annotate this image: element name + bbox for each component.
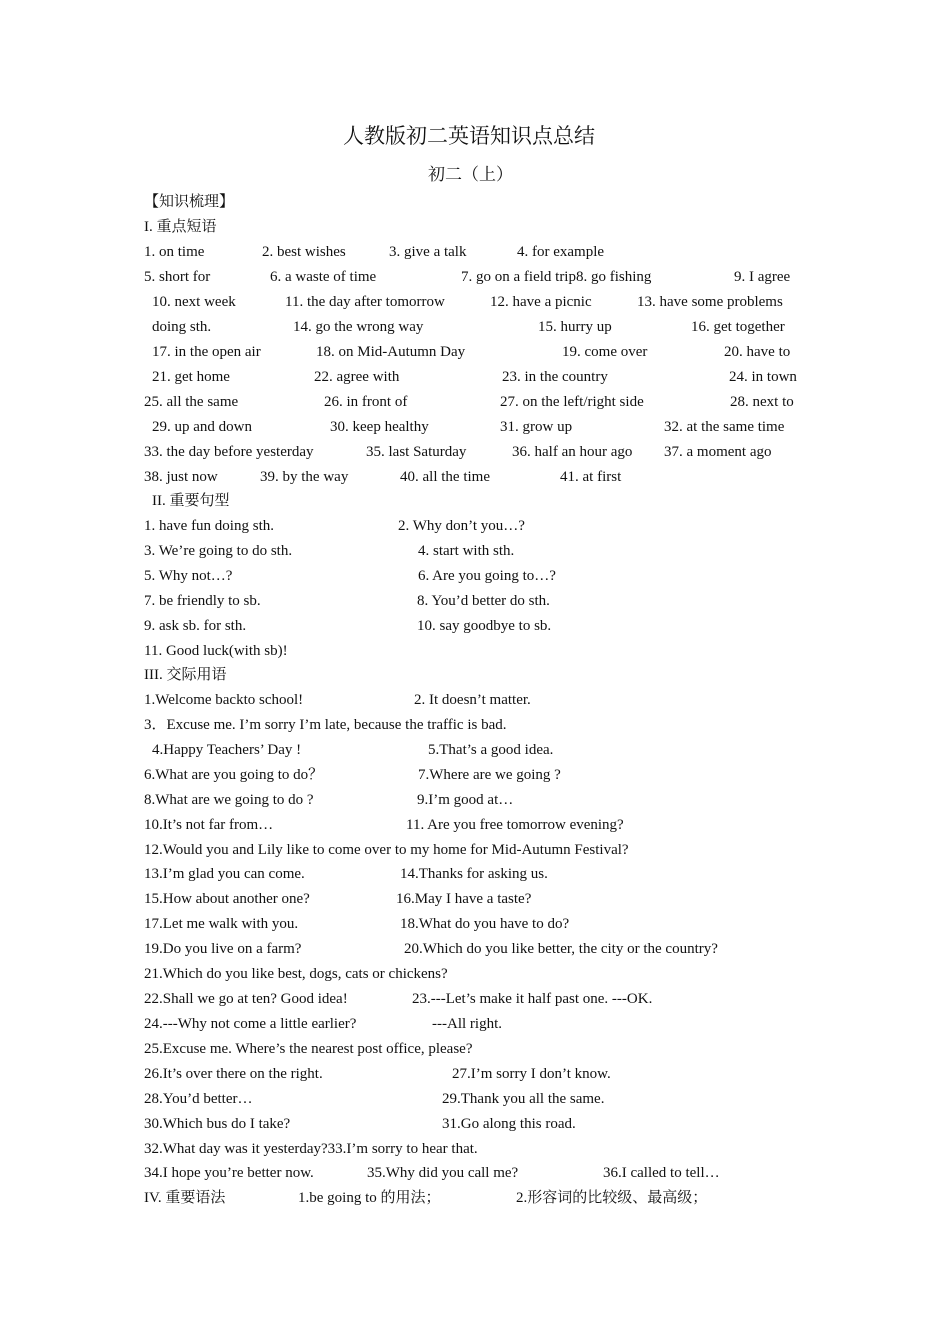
phrase-item: 9. I agree (734, 269, 791, 285)
pattern-item: 7. be friendly to sb. (144, 593, 261, 609)
phrase-item: 36. half an hour ago (512, 444, 633, 460)
pattern-item: 8. You’d better do sth. (417, 593, 550, 609)
phrase-item: 39. by the way (260, 469, 349, 485)
grammar-item: 1.be going to 的用法； (298, 1190, 441, 1206)
expression-item: 6.What are you going to do？ (144, 767, 324, 783)
expression-item: 32.What day was it yesterday?33.I’m sorry to hear that. (144, 1141, 478, 1157)
phrase-item: 11. the day after tomorrow (285, 294, 445, 310)
expression-item: 31.Go along this road. (442, 1116, 576, 1132)
phrase-item: 20. have to (724, 344, 791, 360)
pattern-item: 5. Why not…? (144, 568, 233, 584)
expression-item: 23.---Let’s make it half past one. ---OK. (412, 991, 653, 1007)
expression-item: 36.I called to tell… (603, 1165, 720, 1181)
phrase-item: 5. short for (144, 269, 211, 285)
pattern-item: 9. ask sb. for sth. (144, 618, 247, 634)
expression-item: 2. It doesn’t matter. (414, 692, 531, 708)
section-heading: III. 交际用语 (144, 667, 227, 683)
phrase-item: 27. on the left/right side (500, 394, 644, 410)
phrase-item: 3. give a talk (389, 244, 467, 260)
expression-item: 34.I hope you’re better now. (144, 1165, 314, 1181)
phrase-item: 33. the day before yesterday (144, 444, 314, 460)
expression-item: 30.Which bus do I take? (144, 1116, 291, 1132)
phrase-item: 14. go the wrong way (293, 319, 424, 335)
expression-item: 28.You’d better… (144, 1091, 253, 1107)
phrase-item: 16. get together (691, 319, 785, 335)
phrase-item: 17. in the open air (152, 344, 261, 360)
phrase-item: doing sth. (152, 319, 212, 335)
phrase-item: 21. get home (152, 369, 230, 385)
expression-item: 1.Welcome backto school! (144, 692, 304, 708)
outline-header: 【知识梳理】 (144, 194, 235, 210)
phrase-item: 22. agree with (314, 369, 400, 385)
phrase-item: 29. up and down (152, 419, 252, 435)
expression-item: 25.Excuse me. Where’s the nearest post office, please? (144, 1041, 473, 1057)
expression-item: 9.I’m good at… (417, 792, 514, 808)
expression-item: 11. Are you free tomorrow evening? (406, 817, 624, 833)
phrase-item: 10. next week (152, 294, 236, 310)
pattern-item: 2. Why don’t you…? (398, 518, 525, 534)
phrase-item: 1. on time (144, 244, 205, 260)
expression-item: 19.Do you live on a farm? (144, 941, 302, 957)
expression-item: 24.---Why not come a little earlier? (144, 1016, 357, 1032)
phrase-item: 37. a moment ago (664, 444, 772, 460)
section-heading: II. 重要句型 (152, 493, 230, 509)
phrase-item: 7. go on a field trip8. go fishing (461, 269, 652, 285)
expression-item: 27.I’m sorry I don’t know. (452, 1066, 611, 1082)
expression-item: 26.It’s over there on the right. (144, 1066, 323, 1082)
pattern-item: 4. start with sth. (418, 543, 515, 559)
expression-item: 17.Let me walk with you. (144, 916, 299, 932)
phrase-item: 15. hurry up (538, 319, 612, 335)
expression-item: 20.Which do you like better, the city or the country? (404, 941, 718, 957)
section-heading: I. 重点短语 (144, 219, 217, 235)
expression-item: 8.What are we going to do ? (144, 792, 314, 808)
phrase-item: 41. at first (560, 469, 622, 485)
phrase-item: 38. just now (144, 469, 218, 485)
expression-item: 13.I’m glad you can come. (144, 866, 305, 882)
phrase-item: 12. have a picnic (490, 294, 592, 310)
expression-item: 5.That’s a good idea. (428, 742, 554, 758)
phrase-item: 6. a waste of time (270, 269, 377, 285)
expression-item: 12.Would you and Lily like to come over to my home for Mid-Autumn Festival? (144, 842, 629, 858)
phrase-item: 4. for example (517, 244, 605, 260)
pattern-item: 1. have fun doing sth. (144, 518, 274, 534)
expression-item: 3．Excuse me. I’m sorry I’m late, because the traffic is bad. (144, 717, 507, 733)
pattern-item: 3. We’re going to do sth. (144, 543, 293, 559)
phrase-item: 19. come over (562, 344, 648, 360)
phrase-item: 18. on Mid-Autumn Day (316, 344, 466, 360)
expression-item: 35.Why did you call me? (367, 1165, 519, 1181)
expression-item: 15.How about another one? (144, 891, 310, 907)
expression-item: 7.Where are we going ? (418, 767, 561, 783)
section-heading: IV. 重要语法 (144, 1190, 226, 1206)
phrase-item: 35. last Saturday (366, 444, 467, 460)
phrase-item: 23. in the country (502, 369, 608, 385)
phrase-item: 30. keep healthy (330, 419, 429, 435)
pattern-item: 11. Good luck(with sb)! (144, 643, 288, 659)
phrase-item: 25. all the same (144, 394, 239, 410)
expression-item: 22.Shall we go at ten? Good idea! (144, 991, 348, 1007)
phrase-item: 28. next to (730, 394, 794, 410)
expression-item: 29.Thank you all the same. (442, 1091, 605, 1107)
page-title: 人教版初二英语知识点总结 (343, 124, 595, 148)
phrase-item: 40. all the time (400, 469, 490, 485)
phrase-item: 26. in front of (324, 394, 408, 410)
expression-item: 10.It’s not far from… (144, 817, 274, 833)
phrase-item: 2. best wishes (262, 244, 346, 260)
expression-item: 16.May I have a taste? (396, 891, 532, 907)
expression-item: ---All right. (432, 1016, 502, 1032)
expression-item: 4.Happy Teachers’ Day ! (152, 742, 302, 758)
grammar-item: 2.形容词的比较级、最高级； (516, 1190, 708, 1206)
phrase-item: 13. have some problems (637, 294, 783, 310)
pattern-item: 10. say goodbye to sb. (417, 618, 552, 634)
expression-item: 21.Which do you like best, dogs, cats or chickens? (144, 966, 448, 982)
expression-item: 18.What do you have to do? (400, 916, 570, 932)
page-subtitle: 初二（上） (428, 165, 513, 184)
phrase-item: 32. at the same time (664, 419, 785, 435)
phrase-item: 24. in town (729, 369, 797, 385)
phrase-item: 31. grow up (500, 419, 573, 435)
pattern-item: 6. Are you going to…? (418, 568, 556, 584)
expression-item: 14.Thanks for asking us. (400, 866, 548, 882)
